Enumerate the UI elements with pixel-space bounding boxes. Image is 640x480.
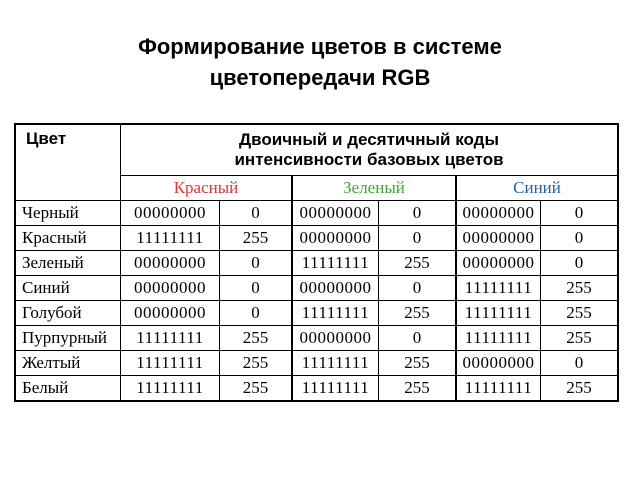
channel-green-header: Зеленый (293, 176, 457, 201)
decimal-code-cell: 0 (379, 276, 457, 301)
color-name-cell: Черный (16, 201, 121, 226)
binary-code-cell: 00000000 (457, 351, 541, 376)
binary-code-cell: 11111111 (293, 301, 379, 326)
decimal-code-cell: 0 (379, 326, 457, 351)
decimal-code-cell: 0 (379, 226, 457, 251)
binary-code-cell: 00000000 (121, 201, 220, 226)
color-name-cell: Белый (16, 376, 121, 400)
binary-code-cell: 11111111 (293, 251, 379, 276)
decimal-code-cell: 0 (220, 301, 293, 326)
table-row (16, 376, 617, 400)
codes-header-line-2: интенсивности базовых цветов (234, 150, 504, 169)
table-row (16, 326, 617, 351)
decimal-code-cell: 255 (220, 226, 293, 251)
decimal-code-cell: 255 (541, 326, 617, 351)
binary-code-cell: 11111111 (293, 376, 379, 400)
color-column-header: Цвет (16, 125, 121, 201)
decimal-code-cell: 0 (541, 351, 617, 376)
decimal-code-cell: 255 (566, 378, 592, 397)
decimal-code-cell: 255 (220, 351, 293, 376)
binary-code-cell: 00000000 (457, 226, 541, 251)
binary-code-cell: 11111111 (121, 351, 220, 376)
color-name-cell: Пурпурный (16, 326, 121, 351)
color-name-cell: Зеленый (16, 251, 121, 276)
channel-red-header: Красный (121, 176, 293, 201)
binary-code-cell: 00000000 (293, 276, 379, 301)
color-name-cell: Синий (16, 276, 121, 301)
color-name-cell: Голубой (16, 301, 121, 326)
binary-code-cell: 00000000 (121, 276, 220, 301)
header-row (16, 125, 617, 176)
binary-code-cell: 00000000 (293, 226, 379, 251)
decimal-code-cell: 0 (220, 276, 293, 301)
decimal-code-cell: 0 (541, 226, 617, 251)
rgb-color-table (14, 123, 619, 402)
decimal-code-cell: 0 (541, 201, 617, 226)
decimal-code-cell: 255 (379, 301, 457, 326)
codes-header-line-1: Двоичный и десятичный коды (239, 130, 499, 149)
channel-blue-header: Синий (457, 176, 617, 201)
binary-code-cell: 00000000 (457, 201, 541, 226)
table-row (16, 201, 617, 226)
decimal-code-cell: 255 (379, 251, 457, 276)
binary-code-cell: 00000000 (293, 201, 379, 226)
table-row (16, 226, 617, 251)
binary-code-cell: 00000000 (121, 251, 220, 276)
decimal-code-cell: 255 (379, 351, 457, 376)
binary-code-cell: 11111111 (121, 326, 220, 351)
table-row (16, 276, 617, 301)
table-row (16, 251, 617, 276)
decimal-code-cell: 255 (541, 276, 617, 301)
binary-code-cell: 00000000 (457, 251, 541, 276)
decimal-code-cell: 0 (220, 201, 293, 226)
decimal-code-cell: 0 (379, 201, 457, 226)
codes-header (121, 125, 617, 176)
decimal-code-cell: 255 (541, 301, 617, 326)
title-line-2: цветопередачи RGB (209, 65, 431, 90)
binary-code-cell: 00000000 (293, 326, 379, 351)
slide-title (0, 31, 640, 93)
color-name-cell: Красный (16, 226, 121, 251)
decimal-code-cell: 255 (220, 326, 293, 351)
binary-code-cell: 11111111 (457, 376, 541, 400)
color-name-cell: Желтый (16, 351, 121, 376)
binary-code-cell: 11111111 (121, 226, 220, 251)
binary-code-cell: 11111111 (293, 351, 379, 376)
table-row (16, 351, 617, 376)
binary-code-cell: 11111111 (457, 276, 541, 301)
binary-code-cell: 11111111 (457, 326, 541, 351)
decimal-code-cell: 0 (541, 251, 617, 276)
table-row (16, 301, 617, 326)
binary-code-cell: 11111111 (457, 301, 541, 326)
decimal-code-cell: 255 (379, 376, 457, 400)
binary-code-cell: 00000000 (121, 301, 220, 326)
decimal-code-cell: 255 (220, 376, 293, 400)
title-line-1: Формирование цветов в системе (138, 34, 502, 59)
binary-code-cell: 11111111 (121, 376, 220, 400)
decimal-code-cell: 0 (220, 251, 293, 276)
